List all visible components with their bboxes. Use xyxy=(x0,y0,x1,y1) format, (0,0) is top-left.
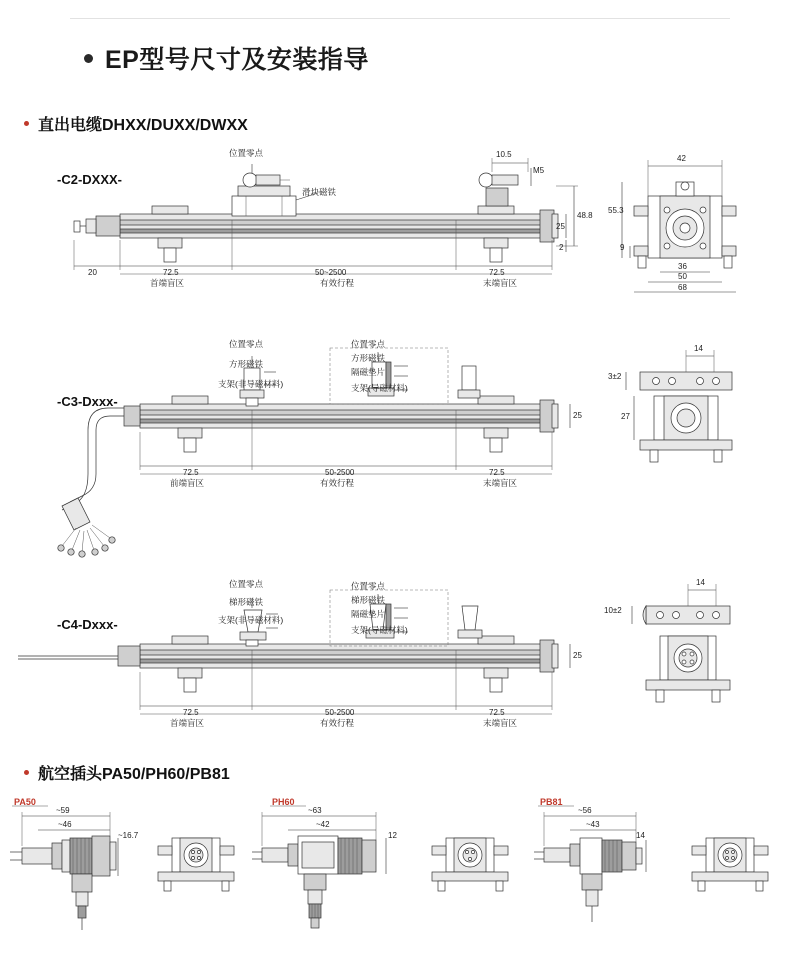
dim-c4-end-10pm2: 10±2 xyxy=(604,606,622,615)
dim-c2-stroke: 50~2500 xyxy=(315,268,347,277)
dim-pb81-14: 14 xyxy=(636,831,645,840)
dim-c2-end-68: 68 xyxy=(678,283,687,292)
tag-pb81: PB81 xyxy=(540,797,563,807)
dim-ph60-63: ~63 xyxy=(308,806,322,815)
dim-c2-20: 20 xyxy=(88,268,97,277)
dim-c2-72-5-right: 72.5 xyxy=(489,268,505,277)
dim-c2-25: 25 xyxy=(556,222,565,231)
dim-pb81-43: ~43 xyxy=(586,820,600,829)
tag-ph60: PH60 xyxy=(272,797,295,807)
dim-c3-72-5-right: 72.5 xyxy=(489,468,505,477)
dim-pa50-59: ~59 xyxy=(56,806,70,815)
dim-c4-stroke: 50-2500 xyxy=(325,708,355,717)
callout-c4-zero-2: 位置零点 xyxy=(351,581,386,591)
callout-slider-magnet-c2: 滑块磁铁 xyxy=(302,187,337,197)
dim-c3-72-5-left: 72.5 xyxy=(183,468,199,477)
model-label-c3: -C3-Dxxx- xyxy=(57,394,118,409)
tag-pa50: PA50 xyxy=(14,797,36,807)
dim-pa50-16-7: ~16.7 xyxy=(118,831,139,840)
callout-c4-bracket-mag: 支架(导磁材料) xyxy=(351,625,408,635)
dim-c4-end-14: 14 xyxy=(696,578,705,587)
callout-c3-zero-2: 位置零点 xyxy=(351,339,386,349)
callout-c3-square-magnet: 方形磁铁 xyxy=(229,359,264,369)
dim-c4-25: 25 xyxy=(573,651,582,660)
dim-c3-25: 25 xyxy=(573,411,582,420)
zone-c3-tail: 末端盲区 xyxy=(483,478,518,488)
callout-c3-shim: 隔磁垫片 xyxy=(351,367,386,377)
dim-c2-end-42: 42 xyxy=(677,154,686,163)
dim-pb81-56: ~56 xyxy=(578,806,592,815)
callout-c4-bracket-nonmag: 支架(非导磁材料) xyxy=(218,615,284,625)
zone-c2-head: 首端盲区 xyxy=(150,278,185,288)
dim-c2-2: 2 xyxy=(559,243,564,252)
callout-c4-trap-magnet-2: 梯形磁铁 xyxy=(351,595,386,605)
zone-c4-head: 首端盲区 xyxy=(170,718,205,728)
dim-pa50-46: ~46 xyxy=(58,820,72,829)
zone-c4-tail: 末端盲区 xyxy=(483,718,518,728)
callout-c4-zero-1: 位置零点 xyxy=(229,579,264,589)
dim-c3-stroke: 50-2500 xyxy=(325,468,355,477)
dim-c2-end-50: 50 xyxy=(678,272,687,281)
dim-c2-10-5: 10.5 xyxy=(496,150,512,159)
section-heading-aviation-plug: 航空插头PA50/PH60/PB81 xyxy=(24,761,230,784)
zone-c2-tail: 末端盲区 xyxy=(483,278,518,288)
model-label-c2: -C2-DXXX- xyxy=(57,172,123,187)
callout-c3-square-magnet-2: 方形磁铁 xyxy=(351,353,386,363)
dim-c2-end-55-3: 55.3 xyxy=(608,206,624,215)
dim-ph60-42: ~42 xyxy=(316,820,330,829)
dim-c3-end-27: 27 xyxy=(621,412,630,421)
section-heading-direct-cable: 直出电缆DHXX/DUXX/DWXX xyxy=(24,112,248,135)
callout-c3-bracket-mag: 支架(导磁材料) xyxy=(351,383,408,393)
page-title: EP型号尺寸及安装指导 xyxy=(84,40,369,76)
zone-c3-head: 前端盲区 xyxy=(170,478,205,488)
zone-c3-stroke: 有效行程 xyxy=(320,478,355,488)
callout-c3-zero-1: 位置零点 xyxy=(229,339,264,349)
zone-c2-stroke: 有效行程 xyxy=(320,278,355,288)
zone-c4-stroke: 有效行程 xyxy=(320,718,355,728)
callout-c4-shim: 隔磁垫片 xyxy=(351,609,386,619)
dim-c2-end-9: 9 xyxy=(620,243,625,252)
dim-c3-end-3pm2: 3±2 xyxy=(608,372,622,381)
dim-c2-end-36: 36 xyxy=(678,262,687,271)
dim-c3-end-14: 14 xyxy=(694,344,703,353)
dim-c4-72-5-right: 72.5 xyxy=(489,708,505,717)
dim-c2-48-8: 48.8 xyxy=(577,211,593,220)
dim-c4-72-5-left: 72.5 xyxy=(183,708,199,717)
dim-c2-m5: M5 xyxy=(533,166,545,175)
model-label-c4: -C4-Dxxx- xyxy=(57,617,118,632)
callout-zero-point-c2: 位置零点 xyxy=(229,148,264,158)
callout-c3-bracket-nonmag: 支架(非导磁材料) xyxy=(218,379,284,389)
dim-ph60-12: 12 xyxy=(388,831,397,840)
callout-c4-trap-magnet: 梯形磁铁 xyxy=(229,597,264,607)
dim-c2-72-5-left: 72.5 xyxy=(163,268,179,277)
